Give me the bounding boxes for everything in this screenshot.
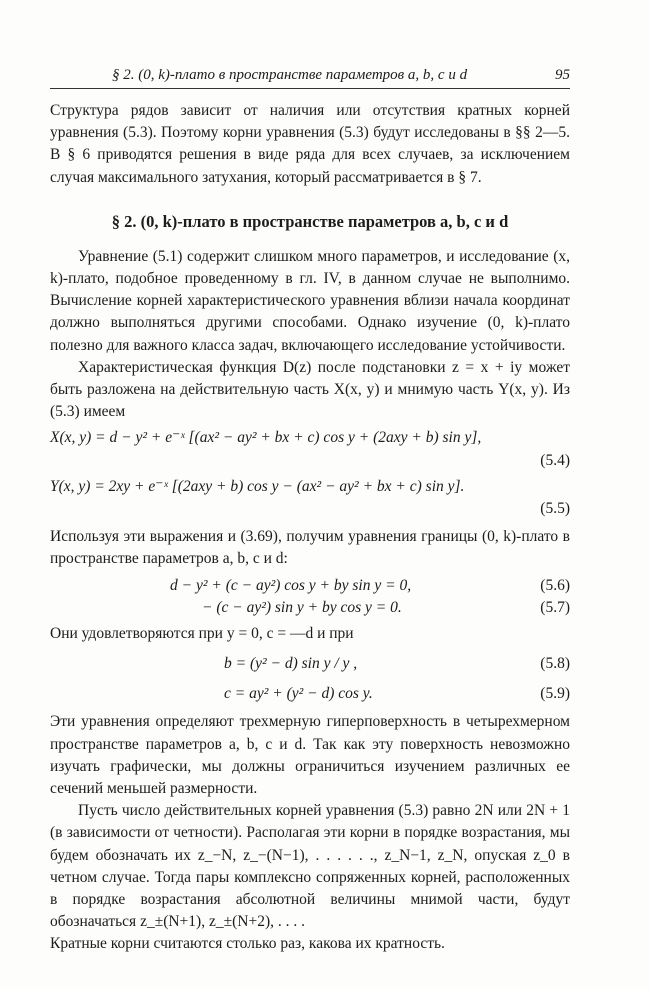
equation-5-4-tag-row <box>50 450 570 472</box>
equation-5-5-text: Y(x, y) = 2xy + e⁻ˣ [(2axy + b) cos y − (ax² − ay² + bx + c) sin y]. <box>50 477 465 495</box>
equation-5-9-tag: (5.9) <box>540 685 570 703</box>
paragraph-satisfied-when: Они удовлетворяются при y = 0, c = —d и при <box>50 624 354 642</box>
section-heading: § 2. (0, k)-плато в пространстве параметров a, b, c и d <box>111 211 509 231</box>
equation-5-9 <box>50 683 570 705</box>
equation-5-8-text: b = (y² − d) sin y / y , <box>224 655 358 673</box>
paragraph-intro: Структура рядов зависит от наличия или отсутствия кратных корней уравнения (5.3). Поэтому корни уравнения (5.3) будут исследованы в §§ 2—5. В § 6 приводятся решения в виде ряда для всех случаев, за исключением случая максимального затухания, который рассматривается в § 7. <box>50 102 570 186</box>
equation-5-5-tag: (5.5) <box>540 500 570 517</box>
equation-5-8-tag: (5.8) <box>540 655 570 673</box>
equation-5-6-tag: (5.6) <box>540 576 570 594</box>
page-body <box>50 100 570 956</box>
paragraph-multiple-roots: Кратные корни считаются столько раз, какова их кратность. <box>50 935 445 953</box>
running-head <box>50 66 570 89</box>
paragraph-equation-5-1: Уравнение (5.1) содержит слишком много параметров, и исследование (x, k)-плато, подобное проведенному в гл. IV, в данном случае не выполнимо. Вычисление корней характеристического уравнения вблизи начала координат должно выполняться другими способами. Однако изучение (0, k)-плато полезно для важного класса задач, включающего исследование устойчивости. <box>50 247 570 354</box>
equation-5-8 <box>50 645 570 683</box>
equation-5-9-text: c = ay² + (y² − d) cos y. <box>224 685 373 703</box>
equation-5-7-tag: (5.7) <box>540 598 570 616</box>
equation-5-7-text: − (c − ay²) sin y + by cos y = 0. <box>202 598 402 616</box>
equation-5-5 <box>50 476 570 498</box>
equation-5-4 <box>50 427 570 449</box>
paragraph-characteristic-function: Характеристическая функция D(z) после подстановки z = x + iy может быть разложена на действительную часть X(x, y) и мнимую часть Y(x, y). Из (5.3) имеем <box>50 358 570 421</box>
equation-5-4-tag: (5.4) <box>540 451 570 469</box>
paragraph-hypersurface: Эти уравнения определяют трехмерную гиперповерхность в четырехмерном пространстве параметров a, b, c и d. Так как эту поверхность невозможно изучать графически, мы должны ограничиться изучением различных ее сечений меньшей размерности. <box>50 713 570 797</box>
equation-5-5-tag-row <box>50 498 570 520</box>
equation-5-6-text: d − y² + (c − ay²) cos y + by sin y = 0, <box>170 576 412 594</box>
page-number: 95 <box>555 67 570 83</box>
running-head-title: § 2. (0, k)-плато в пространстве параметров a, b, c и d <box>112 67 468 83</box>
paragraph-real-roots: Пусть число действительных корней уравнения (5.3) равно 2N или 2N + 1 (в зависимости от четности). Располагая эти корни в порядке возрастания, мы будем обозначать их z_−N, z_−(N−1), . . . . . ., z_N−1, z_N, опуская z_0 в четном случае. Тогда пары комплексно сопряженных корней, расположенных в порядке возрастания абсолютной величины мнимой части, будут обозначаться z_±(N+1), z_±(N+2), . . . . <box>50 802 570 931</box>
equation-5-6 <box>50 575 570 597</box>
paragraph-boundary-equations: Используя эти выражения и (3.69), получим уравнения границы (0, k)-плато в пространстве параметров a, b, c и d: <box>50 528 570 568</box>
equation-5-4-text: X(x, y) = d − y² + e⁻ˣ [(ax² − ay² + bx + c) cos y + (2axy + b) sin y], <box>50 429 482 447</box>
equation-5-7 <box>50 597 570 619</box>
